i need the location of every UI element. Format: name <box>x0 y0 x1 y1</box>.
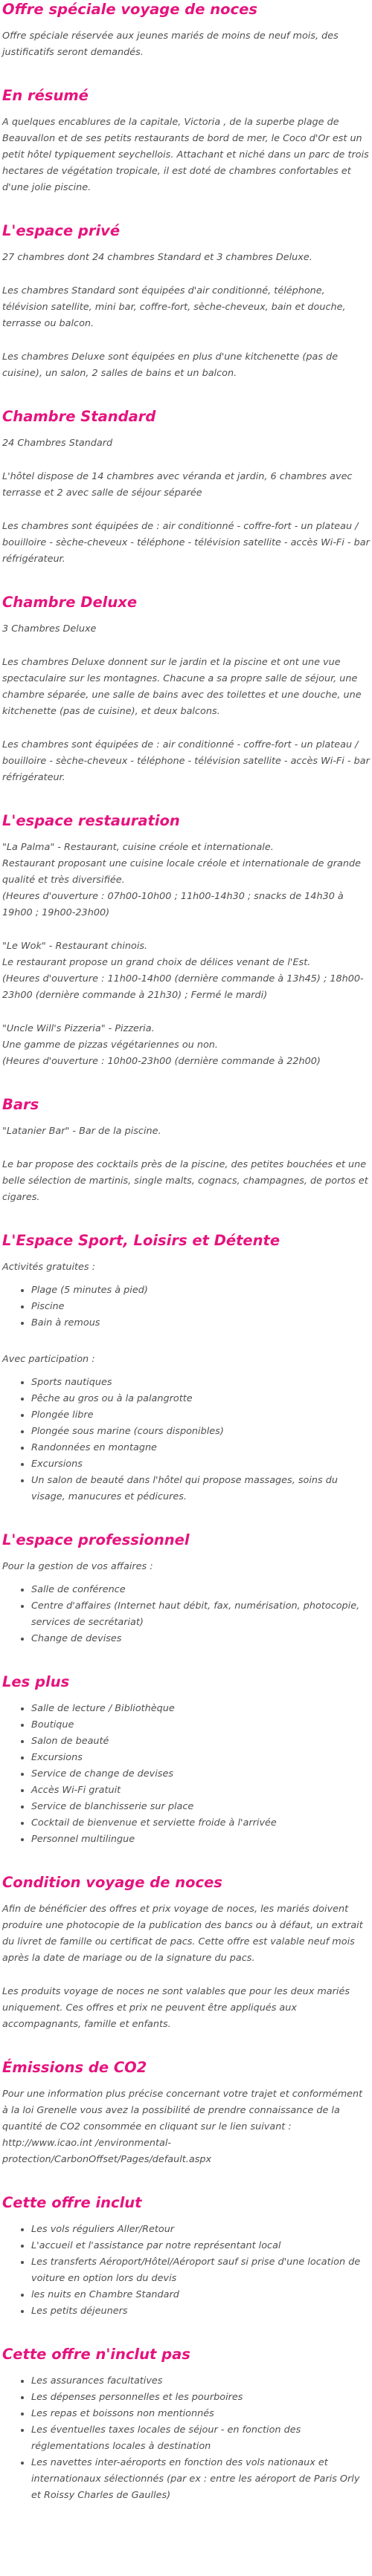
section-title-chambre-standard: Chambre Standard <box>2 408 156 425</box>
list-item: • Accès Wi-Fi gratuit <box>31 1782 370 1799</box>
list-item: • les nuits en Chambre Standard <box>31 2287 370 2303</box>
espace-prive-text-2: Les chambres Standard sont équipées d'air conditionné, téléphone, télévision satellite, mini bar, coffre-fort, sèche-cheveux, bain et douche, terrasse ou balcon. <box>2 285 346 329</box>
free-activities-list <box>2 1282 370 1331</box>
section-title-les-plus: Les plus <box>2 1673 70 1690</box>
section-espace-professionnel <box>2 1531 370 1647</box>
section-title-offre-speciale: Offre spéciale voyage de noces <box>2 1 257 18</box>
co2-text: Pour une information plus précise concernant votre trajet et conformément à la loi Grenelle vous avez la possibilité de prendre connaissance de la quantité de CO2 consommée en cliquant sur le lien suivant : http://www.icao.int /environmental-protection/CarbonOffset/Pages/default.aspx <box>2 2089 363 2165</box>
section-les-plus <box>2 1673 370 1848</box>
section-title-chambre-deluxe: Chambre Deluxe <box>2 594 138 611</box>
restaurant-name: "Uncle Will's Pizzeria" - Pizzeria. <box>2 1023 155 1034</box>
list-item: • Cocktail de bienvenue et serviette froide à l'arrivée <box>31 1815 370 1832</box>
restaurant-description: Le restaurant propose un grand choix de délices venant de l'Est. <box>2 957 311 968</box>
list-item: • Excursions <box>31 1750 370 1766</box>
restaurant-hours: (Heures d'ouverture : 07h00-10h00 ; 11h00-14h30 ; snacks de 14h30 à 19h00 ; 19h00-23h00) <box>2 891 344 918</box>
restaurant-description: Restaurant proposant une cuisine locale créole et internationale de grande qualité et très diversifiée. <box>2 858 361 886</box>
chambre-deluxe-count: 3 Chambres Deluxe <box>2 623 97 635</box>
list-item: • Plongée libre <box>31 1407 370 1424</box>
restaurant-name: "Le Wok" - Restaurant chinois. <box>2 941 148 952</box>
section-title-offre-ninclut-pas: Cette offre n'inclut pas <box>2 2346 190 2363</box>
bar-name: "Latanier Bar" - Bar de la piscine. <box>2 1126 161 1137</box>
section-condition-voyage-noces <box>2 1873 370 2033</box>
list-item: • Les navettes inter-aéroports en fonction des vols nationaux et internationaux sélectionnés (par ex : entre les aéroport de Paris Orly et Roissy Charles de Gaulles) <box>31 2455 370 2504</box>
section-espace-prive <box>2 221 370 382</box>
section-title-condition-voyage-noces: Condition voyage de noces <box>2 1874 222 1891</box>
list-item: • Service de change de devises <box>31 1766 370 1782</box>
section-chambre-deluxe <box>2 593 370 786</box>
section-title-espace-prive: L'espace privé <box>2 222 121 239</box>
list-item: • Sports nautiques <box>31 1375 370 1391</box>
section-title-offre-inclut: Cette offre inclut <box>2 2194 142 2211</box>
list-item: • Les assurances facultatives <box>31 2373 370 2390</box>
list-item: • Les transferts Aéroport/Hôtel/Aéroport sauf si prise d'une location de voiture en option lors du devis <box>31 2254 370 2287</box>
chambre-deluxe-text-1: Les chambres Deluxe donnent sur le jardin et la piscine et ont une vue spectaculaire sur les montagnes. Chacune a sa propre salle de séjour, une chambre séparée, une salle de bains avec des toilettes et une douche, une kitchenette (pas de cuisine), et deux balcons. <box>2 657 362 717</box>
list-item: • Pêche au gros ou à la palangrotte <box>31 1391 370 1407</box>
section-bars <box>2 1095 370 1206</box>
list-item: • Change de devises <box>31 1631 370 1647</box>
chambre-deluxe-text-2: Les chambres sont équipées de : air conditionné - coffre-fort - un plateau / bouilloire - sèche-cheveux - téléphone - télévision satellite - accès Wi-Fi - bar réfrigérateur. <box>2 739 370 783</box>
espace-prive-text-3: Les chambres Deluxe sont équipées en plus d'une kitchenette (pas de cuisine), un salon, 2 salles de bains et un balcon. <box>2 351 339 379</box>
free-activities-label: Activités gratuites : <box>2 1262 95 1273</box>
list-item: • Les dépenses personnelles et les pourboires <box>31 2390 370 2406</box>
list-item: • Les repas et boissons non mentionnés <box>31 2406 370 2422</box>
section-title-espace-professionnel: L'espace professionnel <box>2 1531 190 1548</box>
restaurant-hours: (Heures d'ouverture : 11h00-14h00 (dernière commande à 13h45) ; 18h00-23h00 (dernière commande à 21h30) ; Fermé le mardi) <box>2 973 364 1001</box>
section-sport-loisirs <box>2 1231 370 1505</box>
condition-text-1: Afin de bénéficier des offres et prix voyage de noces, les mariés doivent produire une photocopie de la publication des bancs ou à défaut, un extrait du livret de famille ou certificat de pacs. Cette offre est valable neuf mois après la date de mariage ou de la signature du pacs. <box>2 1904 363 1964</box>
list-item: • Salon de beauté <box>31 1733 370 1750</box>
section-title-espace-restauration: L'espace restauration <box>2 812 180 829</box>
paid-activities-label: Avec participation : <box>2 1354 95 1365</box>
section-title-bars: Bars <box>2 1096 39 1113</box>
espace-prive-text-1: 27 chambres dont 24 chambres Standard et 3 chambres Deluxe. <box>2 252 312 263</box>
chambre-standard-text-2: Les chambres sont équipées de : air conditionné - coffre-fort - un plateau / bouilloire - sèche-cheveux - téléphone - télévision satellite - accès Wi-Fi - bar réfrigérateur. <box>2 521 370 565</box>
list-item: • Les éventuelles taxes locales de séjour - en fonction des réglementations locales à destination <box>31 2422 370 2455</box>
list-item: • Les vols réguliers Aller/Retour <box>31 2222 370 2238</box>
restaurant-hours: (Heures d'ouverture : 10h00-23h00 (dernière commande à 22h00) <box>2 1056 321 1067</box>
section-title-en-resume: En résumé <box>2 87 89 104</box>
list-item: • Un salon de beauté dans l'hôtel qui propose massages, soins du visage, manucures et pédicures. <box>31 1473 370 1505</box>
section-chambre-standard <box>2 407 370 568</box>
restaurant-description: Une gamme de pizzas végétariennes ou non. <box>2 1039 218 1051</box>
paid-activities-list <box>2 1375 370 1505</box>
list-item: • Service de blanchisserie sur place <box>31 1799 370 1815</box>
restaurant-le-wok <box>2 938 370 1004</box>
les-plus-list <box>2 1701 370 1848</box>
section-en-resume <box>2 86 370 196</box>
list-item: • Boutique <box>31 1717 370 1733</box>
chambre-standard-text-1: L'hôtel dispose de 14 chambres avec véranda et jardin, 6 chambres avec terrasse et 2 avec salle de séjour séparée <box>2 471 353 499</box>
business-label: Pour la gestion de vos affaires : <box>2 1561 153 1572</box>
list-item: • Salle de conférence <box>31 1582 370 1598</box>
list-item: • Personnel multilingue <box>31 1832 370 1848</box>
business-list <box>2 1582 370 1647</box>
section-espace-restauration <box>2 811 370 1070</box>
list-item: • Les petits déjeuners <box>31 2303 370 2320</box>
section-title-emissions-co2: Émissions de CO2 <box>2 2059 147 2076</box>
section-emissions-co2 <box>2 2058 370 2168</box>
list-item: • Piscine <box>31 1299 370 1315</box>
en-resume-text: A quelques encablures de la capitale, Victoria , de la superbe plage de Beauvallon et de ses petits restaurants de bord de mer, le Coco d'Or est un petit hôtel typiquement seychellois. Attachant et niché dans un parc de trois hectares de végétation tropicale, il est doté de chambres confortables et d'une jolie piscine. <box>2 117 369 193</box>
restaurant-name: "La Palma" - Restaurant, cuisine créole et internationale. <box>2 842 274 853</box>
included-list <box>2 2222 370 2320</box>
list-item: • Excursions <box>31 1456 370 1473</box>
chambre-standard-count: 24 Chambres Standard <box>2 438 113 449</box>
section-offre-ninclut-pas <box>2 2345 370 2504</box>
section-offre-speciale <box>2 0 370 61</box>
not-included-list <box>2 2373 370 2504</box>
section-offre-inclut <box>2 2193 370 2320</box>
list-item: • Bain à remous <box>31 1315 370 1331</box>
list-item: • Plage (5 minutes à pied) <box>31 1282 370 1299</box>
condition-text-2: Les produits voyage de noces ne sont valables que pour les deux mariés uniquement. Ces offres et prix ne peuvent être appliqués aux accompagnants, famille et enfants. <box>2 1986 350 2030</box>
list-item: • Randonnées en montagne <box>31 1440 370 1456</box>
list-item: • Centre d'affaires (Internet haut débit, fax, numérisation, photocopie, services de secrétariat) <box>31 1598 370 1631</box>
list-item: • Salle de lecture / Bibliothèque <box>31 1701 370 1717</box>
restaurant-la-palma <box>2 840 370 921</box>
restaurant-uncle-wills <box>2 1021 370 1070</box>
bar-description: Le bar propose des cocktails près de la piscine, des petites bouchées et une belle sélection de martinis, single malts, cognacs, champagnes, de portos et cigares. <box>2 1159 368 1203</box>
offre-speciale-text: Offre spéciale réservée aux jeunes mariés de moins de neuf mois, des justificatifs seront demandés. <box>2 30 339 58</box>
list-item: • L'accueil et l'assistance par notre représentant local <box>31 2238 370 2254</box>
list-item: • Plongée sous marine (cours disponibles) <box>31 1424 370 1440</box>
section-title-sport-loisirs: L'Espace Sport, Loisirs et Détente <box>2 1232 280 1249</box>
